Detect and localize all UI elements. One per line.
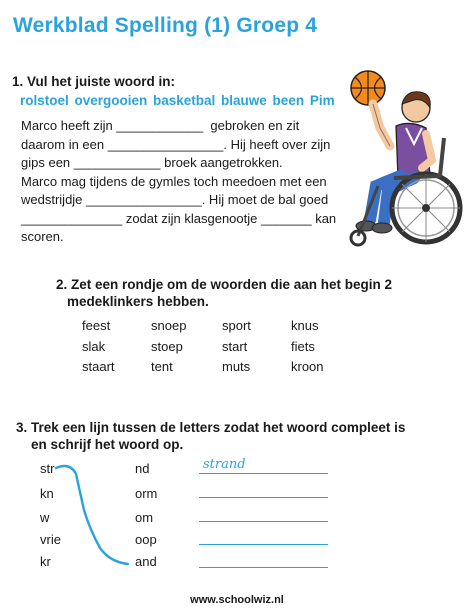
q1-line: scoren. <box>21 229 64 244</box>
q3-right-part: and <box>135 554 157 569</box>
q3-right-part: orm <box>135 486 158 501</box>
q2-word[interactable]: kroon <box>291 359 324 374</box>
q1-line: gips een ____________ broek aangetrokken. <box>21 155 283 170</box>
q1-line: Marco mag tijdens de gymles toch meedoen met een <box>21 173 327 189</box>
q3-answer-line[interactable] <box>199 544 328 545</box>
q3-left-part: w <box>40 510 50 525</box>
q2-heading-cont: medeklinkers hebben. <box>67 294 209 309</box>
q1-heading: 1. Vul het juiste woord in: <box>12 74 176 89</box>
q2-word[interactable]: slak <box>82 339 106 354</box>
q3-left-part: vrie <box>40 532 61 547</box>
q3-left-part: kn <box>40 486 54 501</box>
q2-word[interactable]: feest <box>82 318 111 333</box>
q2-word[interactable]: stoep <box>151 339 183 354</box>
q2-word[interactable]: tent <box>151 359 173 374</box>
q3-heading: 3. Trek een lijn tussen de letters zodat het woord compleet is <box>16 420 406 435</box>
q1-word-list: rolstoel overgooien basketbal blauwe been Pim <box>20 93 335 108</box>
q3-right-part: om <box>135 510 154 525</box>
q3-match-line <box>50 460 140 570</box>
page-title: Werkblad Spelling (1) Groep 4 <box>13 14 318 37</box>
q2-word[interactable]: muts <box>222 359 251 374</box>
q3-right-part: oop <box>135 532 157 547</box>
q2-word[interactable]: snoep <box>151 318 187 333</box>
q3-right-part: nd <box>135 461 150 476</box>
q2-word[interactable]: staart <box>82 359 115 374</box>
q2-heading: 2. Zet een rondje om de woorden die aan het begin 2 <box>56 277 393 292</box>
q2-word[interactable]: fiets <box>291 339 315 354</box>
q1-paragraph <box>21 117 337 247</box>
q3-left-part: str <box>40 461 55 476</box>
footer-url: www.schoolwiz.nl <box>190 594 284 606</box>
q3-answer-line[interactable] <box>199 497 328 498</box>
q1-line: ______________ zodat zijn klasgenootje _______ kan <box>21 210 337 226</box>
q2-word[interactable]: knus <box>291 318 319 333</box>
q1-line: Marco heeft zijn ____________ gebroken en zit <box>21 118 300 133</box>
q2-word[interactable]: start <box>222 339 248 354</box>
q1-line: wedstrijdje ________________. Hij moet de bal goed <box>21 192 329 207</box>
q2-word[interactable]: sport <box>222 318 251 333</box>
q1-line: daarom in een ________________. Hij heeft over zijn <box>21 136 331 152</box>
q3-answer-line[interactable] <box>199 521 328 522</box>
q3-left-part: kr <box>40 554 51 569</box>
q3-handwritten-answer: strand <box>203 457 246 472</box>
q3-heading-cont: en schrijf het woord op. <box>31 437 184 452</box>
basketball-icon <box>351 71 385 105</box>
q3-answer-line[interactable] <box>199 567 328 568</box>
wheelchair-basketball-illustration <box>318 68 468 250</box>
q3-answer-line[interactable] <box>199 473 328 474</box>
